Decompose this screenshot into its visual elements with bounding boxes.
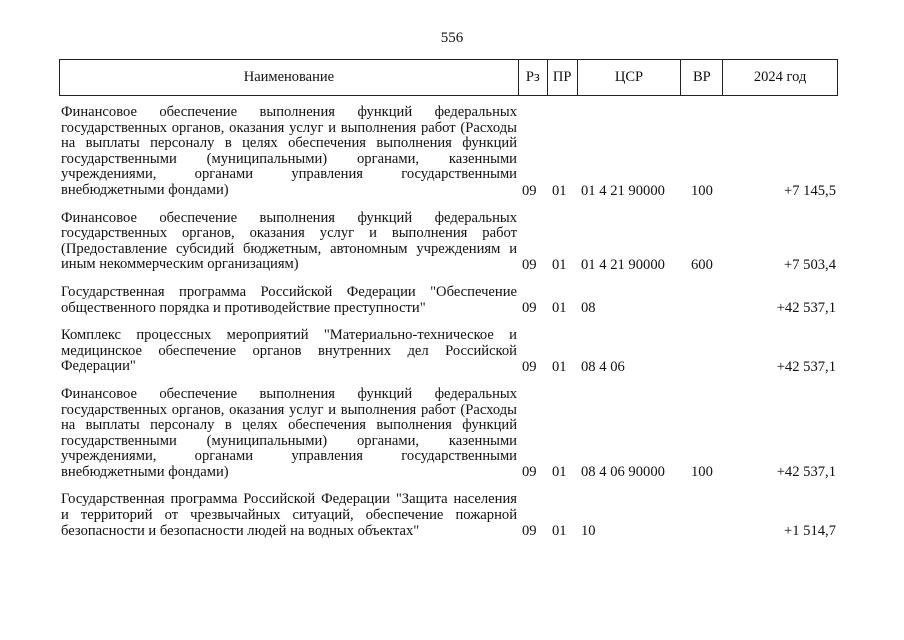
row-pr: 01	[552, 256, 567, 273]
row-pr: 01	[552, 182, 567, 199]
row-vr: 100	[691, 464, 713, 481]
table-header	[59, 59, 838, 96]
row-pr: 01	[552, 523, 567, 540]
header-name: Наименование	[60, 60, 519, 95]
row-rz: 09	[522, 182, 537, 199]
table-row	[61, 105, 838, 199]
row-vr: 600	[691, 256, 713, 273]
row-sum: +1 514,7	[783, 523, 836, 540]
table-row	[61, 492, 838, 539]
row-csr: 08 4 06	[581, 358, 625, 375]
row-name: Государственная программа Российской Федерации "Обеспечение общественного порядка и противодействие преступности"	[61, 283, 517, 316]
header-pr: ПР	[548, 60, 578, 95]
row-rz: 09	[522, 256, 537, 273]
row-csr: 01 4 21 90000	[581, 256, 665, 273]
row-sum: +7 145,5	[783, 182, 836, 199]
row-csr: 10	[581, 523, 596, 540]
row-pr: 01	[552, 300, 567, 317]
header-csr: ЦСР	[578, 60, 682, 95]
header-year: 2024 год	[753, 69, 807, 85]
row-name: Государственная программа Российской Федерации "Защита населения и территорий от чрезвычайных ситуаций, обеспечение пожарной безопасности и безопасности людей на водных объектах"	[61, 491, 517, 539]
row-csr: 01 4 21 90000	[581, 182, 665, 199]
row-rz: 09	[522, 523, 537, 540]
row-name: Финансовое обеспечение выполнения функций федеральных государственных органов, оказания услуг и выполнения работ (Предоставление субсидий бюджетным, автономным учреждениям и иным некоммерческим организациям)	[61, 209, 517, 273]
table-body	[61, 105, 838, 551]
header-vr: ВР	[681, 60, 723, 95]
table-row	[61, 285, 838, 316]
row-rz: 09	[522, 300, 537, 317]
page-number: 556	[440, 30, 464, 46]
table-row	[61, 387, 838, 481]
row-name: Финансовое обеспечение выполнения функций федеральных государственных органов, оказания услуг и выполнения работ (Расходы на выплаты персоналу в целях обеспечения выполнения функций государственными (муниципальными) органами, казенными учреждениями, органами управления государственными внебюджетными фондами)	[61, 104, 517, 198]
row-csr: 08	[581, 300, 596, 317]
row-pr: 01	[552, 358, 567, 375]
row-name: Финансовое обеспечение выполнения функций федеральных государственных органов, оказания услуг и выполнения работ (Расходы на выплаты персоналу в целях обеспечения выполнения функций государственными (муниципальными) органами, казенными учреждениями, органами управления государственными внебюджетными фондами)	[61, 385, 517, 480]
row-pr: 01	[552, 464, 567, 481]
row-rz: 09	[522, 358, 537, 375]
row-sum: +42 537,1	[776, 300, 836, 317]
row-vr: 100	[691, 182, 713, 199]
table-row	[61, 328, 838, 375]
table-row	[61, 211, 838, 273]
row-rz: 09	[522, 464, 537, 481]
row-sum: +7 503,4	[783, 256, 836, 273]
row-sum: +42 537,1	[776, 358, 836, 375]
row-csr: 08 4 06 90000	[581, 464, 665, 481]
row-sum: +42 537,1	[776, 464, 836, 481]
header-rz: Рз	[519, 60, 548, 95]
row-name: Комплекс процессных мероприятий "Материально-техническое и медицинское обеспечение органов внутренних дел Российской Федерации"	[61, 327, 517, 375]
